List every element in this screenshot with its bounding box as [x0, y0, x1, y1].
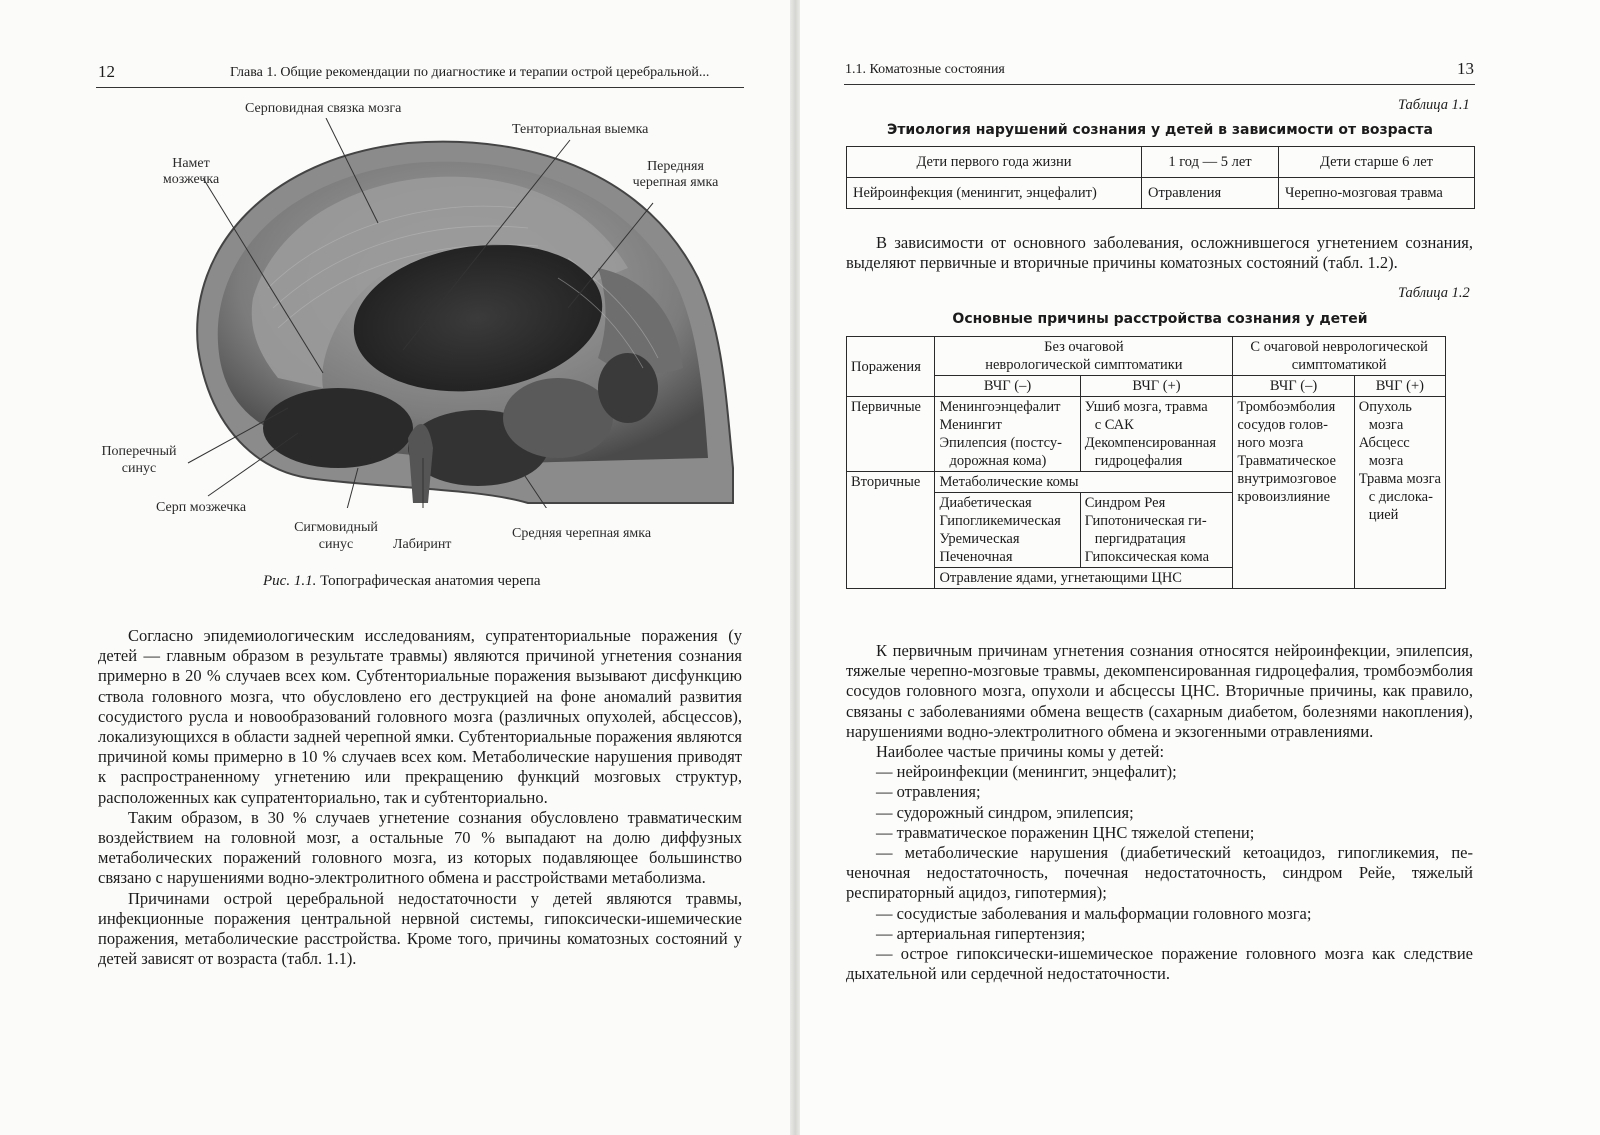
cell-line: Гипогликемическая: [939, 513, 1061, 529]
list-item: — судорожный синдром, эпилепсия;: [876, 802, 1134, 822]
cell-line: цией: [1368, 507, 1399, 523]
label-falx-cerebelli: Серп мозжечка: [156, 500, 247, 515]
intro-paragraph-block: [846, 233, 1473, 273]
paragraph: Таким образом, в 30 % случаев угнетение сознания обусловлено травматическим воздействием на головной мозг, а остальные 70 % выпадают на долю диффузных метаболических поражений головного мозга, из которых подавляющее большинство связано с нарушениями водно-электролитного обмена и расстройствами метаболизма.: [98, 807, 742, 888]
label-tentorial-notch: Тенториальная выемка: [512, 122, 649, 137]
cell-line: внутримозговое: [1237, 471, 1337, 487]
table-1-label: Таблица 1.1: [1398, 97, 1470, 113]
table-cell: [935, 397, 1080, 472]
paragraph: Причинами острой церебральной недостаточности у детей являются травмы, инфекционные поражения центральной нервной системы, гипоксически-ишемические поражения, метаболические расстройства. Кроме того, причины коматозных состояний у детей зависят от возраста (табл. 1.1).: [98, 888, 742, 969]
right-body-text: [846, 641, 1473, 984]
cell-line: Печеночная: [939, 549, 1013, 565]
table-cell: Дети первого года жизни: [847, 147, 1142, 178]
page-number-right: 13: [1457, 59, 1474, 78]
table-cell-poisoning: Отравление ядами, угнетающими ЦНС: [935, 568, 1233, 589]
cell-line: С очаговой неврологической: [1250, 339, 1428, 355]
list-item: — метаболические нарушения (диабетический кетоацидоз, гипогликемия, печеночная недостаточность, почечная недостаточность, синдром Рейе, тяжелый респираторный ацидоз, гипотермия);: [846, 843, 1473, 903]
cell-line: Тромбоэмболия: [1237, 399, 1336, 415]
paragraph: К первичным причинам угнетения сознания относятся нейроинфекции, эпилепсия, тяжелые черепно-мозговые травмы, декомпенсированная гидроцефалия, тромбоэмболия сосудов головного мозга, опухоли и абсцессы ЦНС. Вторичные причины, как правило, связаны с заболеваниями обмена веществ (сахарным диабетом, болезнями накопления), нарушениями водно-электролитного обмена и экзогенными отравлениями.: [846, 641, 1473, 741]
header-rule-left: [96, 87, 744, 88]
header-cell-nonfocal: [935, 337, 1233, 376]
cell-line: симптоматикой: [1291, 357, 1387, 373]
cell-line: Диабетическая: [939, 495, 1032, 511]
cell-line: Без очаговой: [1044, 339, 1124, 355]
list-item: — травматическое пораженин ЦНС тяжелой степени;: [876, 822, 1255, 842]
table-2: [846, 336, 1446, 589]
cell-line: Гипотоническая ги-: [1084, 513, 1207, 529]
cell-line: Травматическое: [1237, 453, 1336, 469]
left-body-text: [98, 626, 742, 969]
header-rule-right: [844, 84, 1475, 85]
paragraph: Согласно эпидемиологическим исследованиям, супратенториальные поражения (у детей — главным образом в результате травмы) являются причиной угнетения сознания примерно в 20 % случаев всех ком. Субтенториальные поражения вызывают дисфункцию ствола головного мозга, что обусловлено его деструкцией на фоне аномалий развития сосудистого русла и новообразований головного мозга (различных опухолей, абсцессов), локализующихся в области задней черепной ямки. Субтенториальные поражения являются причиной комы примерно в 10 % случаев всех ком. Метаболические нарушения приводят к распространенному угнетению или прекращению функций мозговых структур, расположенных как супратенториально, так и субтенториально.: [98, 626, 742, 807]
cell-line: Опухоль: [1358, 399, 1412, 415]
figure-caption-number: Рис. 1.1.: [263, 573, 317, 589]
label-anterior-fossa-2: черепная ямка: [632, 175, 719, 190]
left-page: [0, 0, 790, 1135]
running-head-right: 1.1. Коматозные состояния: [845, 62, 1005, 77]
cell-line: Гипоксическая кома: [1084, 549, 1210, 565]
cell-line: пергидратация: [1094, 531, 1186, 547]
running-head-left: Глава 1. Общие рекомендации по диагностике и терапии острой церебральной...: [230, 65, 710, 80]
table-cell: [1354, 397, 1445, 589]
label-tentorium-2: мозжечка: [162, 172, 220, 187]
paragraph: В зависимости от основного заболевания, осложнившегося угнетением сознания, выделяют первичные и вторичные причины коматозных состояний (табл. 1.2).: [846, 233, 1473, 273]
label-sigmoid-sinus-2: синус: [318, 537, 354, 552]
list-item: — нейроинфекции (менингит, энцефалит);: [876, 762, 1177, 782]
table-2-label: Таблица 1.2: [1398, 285, 1470, 301]
table-1: [846, 146, 1475, 209]
cell-line: неврологической симптоматики: [985, 357, 1183, 373]
label-anterior-fossa-1: Передняя: [647, 159, 704, 174]
table-cell: [1233, 397, 1354, 589]
list-item: — сосудистые заболевания и мальформации головного мозга;: [876, 903, 1312, 923]
label-labyrinth: Лабиринт: [393, 537, 452, 552]
header-cell-icp-plus: ВЧГ (+): [1080, 376, 1233, 397]
cell-line: дорожная кома): [949, 453, 1047, 469]
header-cell-icp-plus: ВЧГ (+): [1354, 376, 1445, 397]
header-cell-lesions: Поражения: [847, 337, 935, 397]
table-row: [847, 178, 1475, 209]
list-item: — острое гипоксически-ишемическое поражение головного мозга как следствие дыхательной или сердечной недостаточности.: [846, 944, 1473, 984]
table-cell: 1 год — 5 лет: [1142, 147, 1279, 178]
figure-caption: [263, 573, 541, 590]
table-2-title: Основные причины расстройства сознания у детей: [952, 311, 1368, 327]
table-row: [847, 147, 1475, 178]
label-tentorium-1: Намет: [172, 156, 210, 171]
figure-caption-text: Топографическая анатомия черепа: [320, 573, 541, 589]
cell-line: Ушиб мозга, травма: [1084, 399, 1208, 415]
cell-line: Абсцесс: [1358, 435, 1410, 451]
label-transverse-sinus-1: Поперечный: [101, 444, 177, 459]
row-label-primary: Первичные: [847, 397, 935, 472]
header-cell-icp-minus: ВЧГ (–): [1233, 376, 1354, 397]
cell-line: с САК: [1094, 417, 1134, 433]
cell-line: Синдром Рея: [1084, 495, 1166, 511]
table-row: [847, 337, 1446, 376]
cell-line: Декомпенсированная: [1084, 435, 1217, 451]
table-1-title: Этиология нарушений сознания у детей в зависимости от возраста: [887, 122, 1433, 138]
label-falx-ligament: Серповидная связка мозга: [245, 101, 402, 116]
cell-line: ного мозга: [1237, 435, 1304, 451]
table-row: [847, 397, 1446, 472]
table-cell: Нейроинфекция (менингит, энцефалит): [847, 178, 1142, 209]
cell-line: с дислока-: [1368, 489, 1433, 505]
cell-line: Травма мозга: [1358, 471, 1441, 487]
cell-line: мозга: [1368, 453, 1404, 469]
table-cell-metabolic: Метаболические комы: [935, 472, 1233, 493]
row-label-secondary: Вторичные: [847, 472, 935, 589]
header-cell-focal: [1233, 337, 1446, 376]
list-intro: Наиболее частые причины комы у детей:: [876, 742, 1165, 762]
list-item: — отравления;: [876, 782, 981, 802]
table-cell: [1080, 493, 1233, 568]
table-cell: Черепно-мозговая травма: [1279, 178, 1475, 209]
cell-line: мозга: [1368, 417, 1404, 433]
page-number-left: 12: [98, 62, 115, 81]
label-middle-fossa: Средняя черепная ямка: [512, 526, 652, 541]
table-cell: [1080, 397, 1233, 472]
list-item: — артериальная гипертензия;: [876, 923, 1086, 943]
cell-line: сосудов голов-: [1237, 417, 1328, 433]
table-cell: Отравления: [1142, 178, 1279, 209]
header-cell-icp-minus: ВЧГ (–): [935, 376, 1080, 397]
cell-line: Менингит: [939, 417, 1002, 433]
table-cell: Дети старше 6 лет: [1279, 147, 1475, 178]
label-transverse-sinus-2: синус: [121, 461, 157, 476]
right-page: [800, 0, 1600, 1135]
table-row: [847, 376, 1446, 397]
cell-line: кровоизлияние: [1237, 489, 1331, 505]
label-sigmoid-sinus-1: Сигмовидный: [294, 520, 378, 535]
cell-line: Эпилепсия (постсу-: [939, 435, 1062, 451]
cell-line: Уремическая: [939, 531, 1020, 547]
cell-line: гидроцефалия: [1094, 453, 1183, 469]
table-cell: [935, 493, 1080, 568]
cell-line: Менингоэнцефалит: [939, 399, 1061, 415]
